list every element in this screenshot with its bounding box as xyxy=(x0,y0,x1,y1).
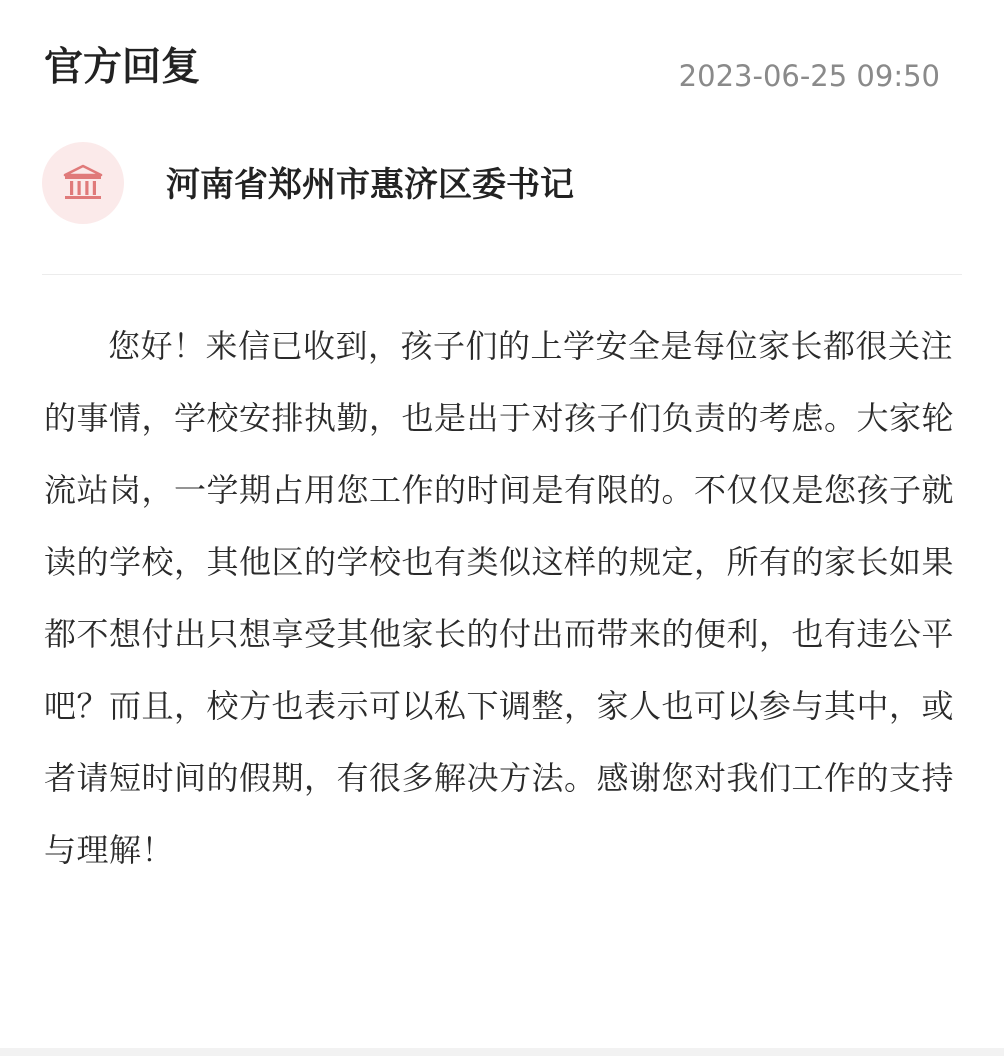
department-name: 河南省郑州市惠济区委书记 xyxy=(166,165,574,205)
department-row[interactable] xyxy=(42,142,962,226)
avatar xyxy=(42,142,124,224)
reply-header xyxy=(44,42,940,102)
reply-content: 您好！来信已收到，孩子们的上学安全是每位家长都很关注的事情，学校安排执勤，也是出于对孩子们负责的考虑。大家轮流站岗，一学期占用您工作的时间是有限的。不仅仅是您孩子就读的学校，其他区的学校也有类似这样的规定，所有的家长如果都不想付出只想享受其他家长的付出而带来的便利，也有违公平吧？而且，校方也表示可以私下调整，家人也可以参与其中，或者请短时间的假期，有很多解决方法。感谢您对我们工作的支持与理解！ xyxy=(44,327,955,869)
government-building-icon xyxy=(63,163,103,203)
page-title: 官方回复 xyxy=(44,45,201,90)
bottom-separator xyxy=(0,1048,1004,1056)
divider xyxy=(42,274,962,275)
reply-timestamp: 2023-06-25 09:50 xyxy=(678,59,940,93)
